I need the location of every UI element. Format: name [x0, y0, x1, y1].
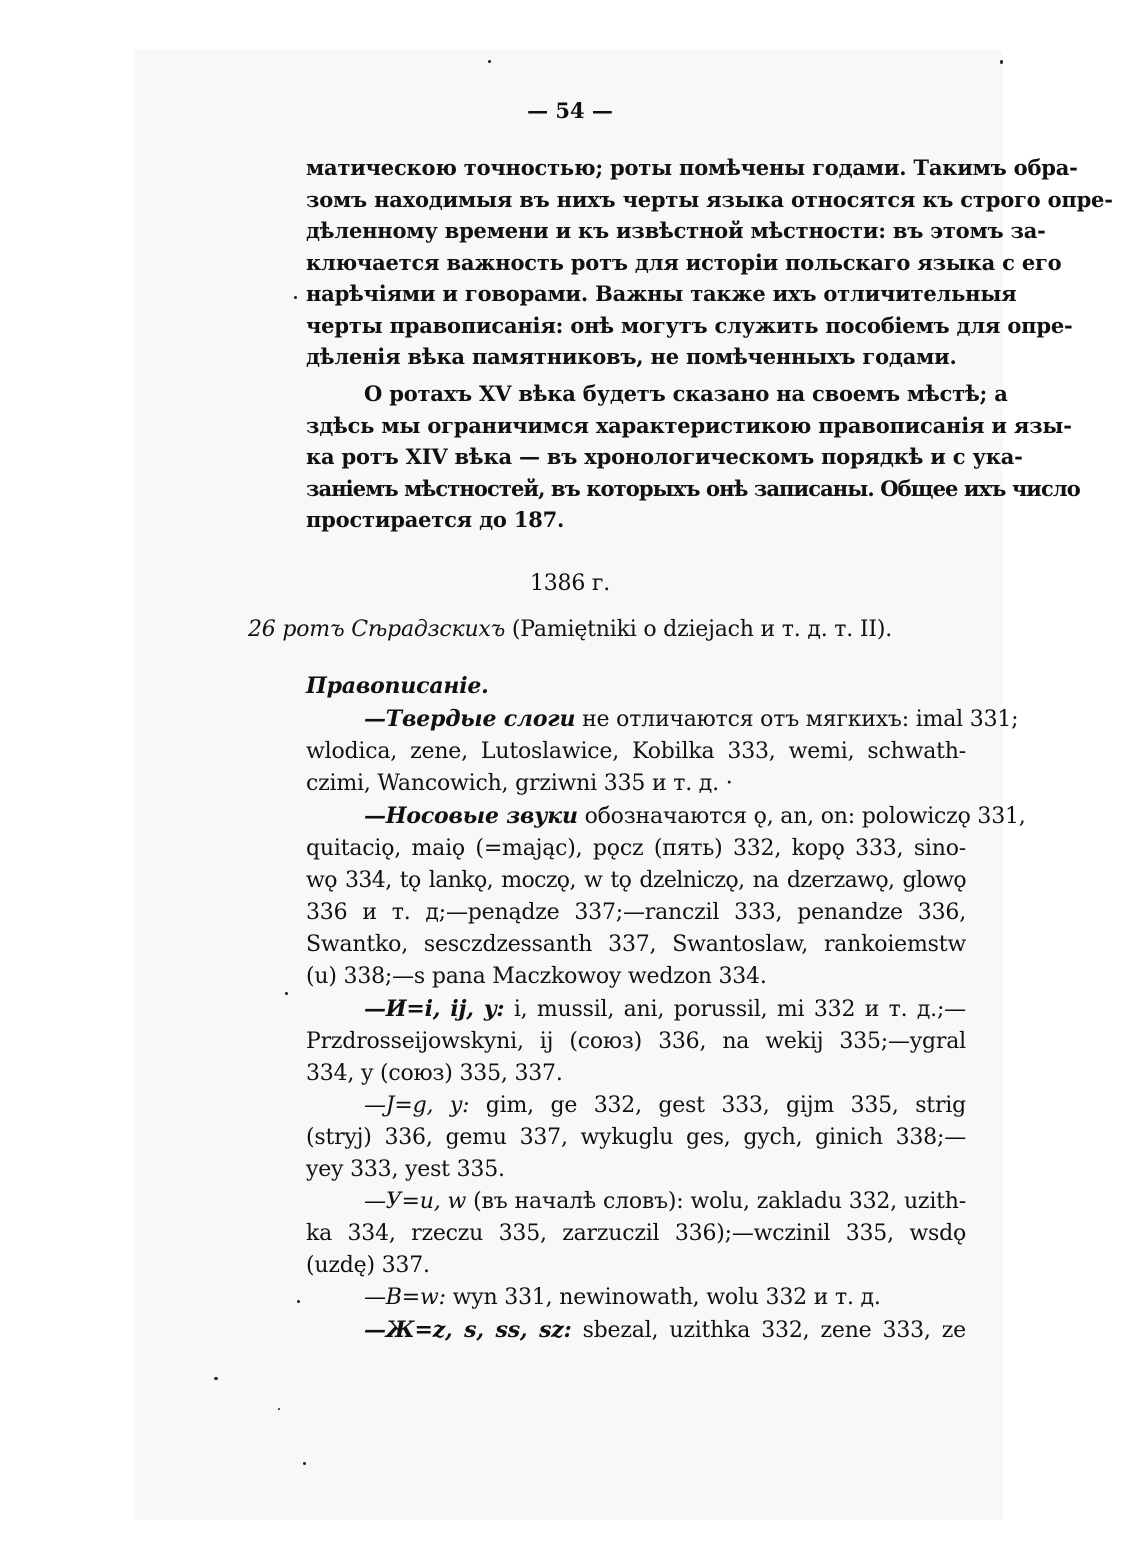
entry-label: —И=i, ij, y:	[364, 996, 505, 1022]
text-line	[306, 1282, 966, 1314]
text-line: дѣленія вѣка памятниковъ, не помѣченныхъ годами.	[306, 344, 957, 369]
intro-paragraph	[306, 152, 1113, 373]
text-line: ка ротъ XIV вѣка — въ хронологическомъ порядкѣ и с ука-	[306, 444, 1023, 469]
entry-letter-v	[306, 1282, 966, 1314]
scan-speck	[1000, 60, 1003, 64]
text-line: (uzdę) 337.	[306, 1253, 430, 1278]
entry-letter-zh	[306, 1314, 966, 1347]
entries-block	[306, 703, 1026, 1347]
text-line: О ротахъ XV вѣка будетъ сказано на своемъ мѣстѣ; а	[364, 381, 1008, 406]
text-line	[306, 993, 966, 1026]
source-title-rest: (Pamiętniki o dziejach и т. д. т. II).	[511, 617, 892, 642]
entry-nasal-sounds	[306, 800, 1026, 993]
section-heading	[306, 670, 966, 703]
text-line	[306, 1314, 966, 1347]
scan-speck	[297, 1300, 300, 1303]
entry-text: sbezal, uzithka 332, zene 333, ze	[582, 1318, 966, 1343]
page-number: — 54 —	[527, 98, 613, 123]
second-paragraph	[306, 378, 1080, 536]
entry-letter-u	[306, 1186, 966, 1282]
entry-letter-i	[306, 993, 966, 1090]
text-line: yey 333, yest 335.	[306, 1157, 505, 1182]
text-line: здѣсь мы ограничимся характеристикою правописанія и язы-	[306, 412, 1072, 438]
text-line	[306, 1090, 966, 1122]
text-line: ключается важность ротъ для исторіи польскаго языка с его	[306, 249, 1062, 275]
entry-text: gim, ge 332, gest 333, gijm 335, strig	[485, 1093, 966, 1118]
entry-label: —У=u, w	[364, 1189, 467, 1214]
text-line	[306, 800, 1026, 833]
text-line: wǫ 334, tǫ lankǫ, moczǫ, w tǫ dzelniczǫ, na dzerzawǫ, glowǫ	[306, 868, 966, 893]
text-line: дѣленному времени и къ извѣстной мѣстности: въ этомъ за-	[306, 218, 1046, 243]
source-title	[0, 614, 1140, 646]
text-line: wlodica, zene, Lutoslawice, Kobilka 333, wemi, schwath-	[306, 739, 966, 764]
text-line: нарѣчіями и говорами. Важны также ихъ отличительныя	[306, 281, 1017, 306]
text-line: ka 334, rzeczu 335, zarzuczil 336);—wczinil 335, wsdǫ	[306, 1221, 966, 1246]
text-line: 336 и т. д;—penądze 337;—ranczil 333, penandze 336,	[306, 900, 966, 925]
year-heading: 1386 г.	[529, 571, 611, 596]
entry-label: —Носовые звуки	[364, 803, 578, 829]
text-line: Swantko, sesczdzessanth 337, Swantoslaw, rankoiemstw	[306, 932, 966, 957]
text-line: Przdrosseijowskyni, ij (союз) 336, na wekij 335;—ygral	[306, 1029, 966, 1054]
scan-speck	[294, 296, 297, 299]
text-line: 334, y (союз) 335, 337.	[306, 1061, 563, 1086]
scan-speck	[278, 1408, 280, 1410]
section-heading-text: Правописаніе.	[306, 673, 489, 699]
text-line: черты правописанія: онѣ могутъ служить пособіемъ для опре-	[306, 312, 1073, 338]
scan-speck	[214, 1377, 218, 1380]
entry-text: обозначаются ǫ, an, on: polowiczǫ 331,	[584, 804, 1026, 829]
text-line: quitaciǫ, maiǫ (=mając), pǫcz (пять) 332, kopǫ 333, sino-	[306, 836, 966, 861]
entry-text: i, mussil, ani, porussil, mi 332 и т. д.;—	[513, 997, 966, 1022]
text-line: заніемъ мѣстностей, въ которыхъ онѣ записаны. Общее ихъ число	[306, 475, 1080, 501]
scan-speck	[285, 992, 288, 995]
text-line: простирается до 187.	[306, 507, 565, 532]
text-line: (u) 338;—s pana Maczkowoy wedzon 334.	[306, 964, 767, 989]
entry-label: —J=g, y:	[364, 1093, 470, 1118]
source-title-italic: 26 ротъ Сѣрадзскихъ	[247, 617, 506, 642]
text-line: (stryj) 336, gemu 337, wykuglu ges, gych, ginich 338;—	[306, 1125, 966, 1150]
scan-speck	[303, 1462, 306, 1465]
text-line	[306, 1186, 966, 1218]
entry-label: —Твердые слоги	[364, 706, 576, 732]
text-line: матическою точностью; роты помѣчены годами. Такимъ обра-	[306, 155, 1078, 180]
entry-text: wyn 331, newinowath, wolu 332 и т. д.	[452, 1285, 881, 1310]
entry-label: —Ж=z, s, ss, sz:	[364, 1317, 572, 1343]
entry-text: не отличаются отъ мягкихъ: imal 331;	[582, 707, 1019, 732]
entry-letter-j	[306, 1090, 966, 1186]
text-line: зомъ находимыя въ нихъ черты языка относятся къ строго опре-	[306, 186, 1113, 212]
entry-hard-syllables	[306, 703, 1019, 800]
text-line: czimi, Wancowich, grziwni 335 и т. д. ·	[306, 771, 733, 796]
scan-speck	[488, 60, 491, 63]
entry-text: (въ началѣ словъ): wolu, zakladu 332, uzith-	[473, 1189, 966, 1214]
text-line	[306, 703, 1019, 736]
entry-label: —В=w:	[364, 1285, 446, 1310]
